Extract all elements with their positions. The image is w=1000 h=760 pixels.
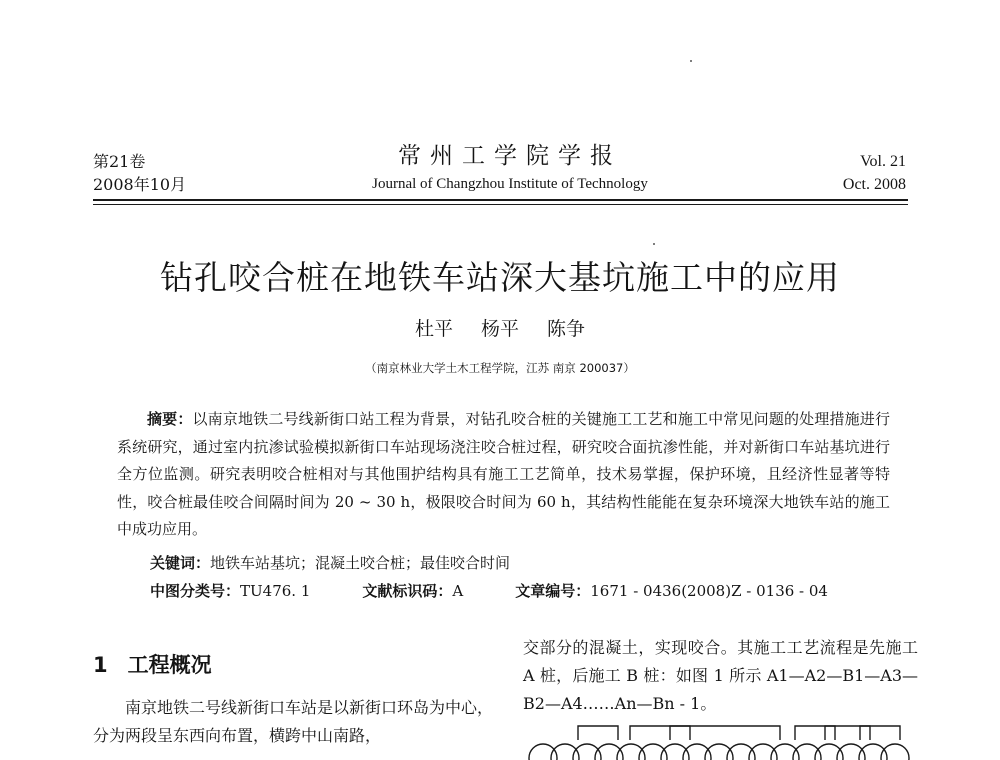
abstract-text: 以南京地铁二号线新街口站工程为背景，对钻孔咬合桩的关键施工工艺和施工中常见问题的处理措施进行系统研究，通过室内抗渗试验模拟新街口车站现场浇注咬合桩过程，研究咬合面抗渗性能，并对新街口车站基坑进行全方位监测。研究表明咬合桩相对与其他围护结构具有施工工艺简单，技术易掌握，保护环境，且经济性显著等特性，咬合桩最佳咬合间隔时间为 20 ~ 30 h，极限咬合时间为 60 h，其结构性能能在复杂环境深大地铁车站的施工中成功应用。 — [117, 410, 890, 538]
header-rule-thin — [93, 204, 908, 205]
clc-value: TU476. 1 — [240, 582, 311, 600]
right-paragraph: 交部分的混凝土，实现咬合。其施工工艺流程是先施工 A 桩，后施工 B 桩：如图 1 所示 A1—A2—B1—A3—B2—A4……An—Bn - 1。 — [523, 638, 918, 713]
author-affiliation: （南京林业大学土木工程学院，江苏 南京 200037） — [365, 361, 635, 375]
article-authors: 杜平 杨平 陈争 — [414, 318, 586, 340]
doc-code-value: A — [452, 582, 464, 600]
bracket-4 — [795, 726, 835, 740]
journal-title-en: Journal of Changzhou Institute of Technology — [372, 176, 648, 192]
section-title: 工程概况 — [127, 653, 212, 677]
abstract — [117, 406, 890, 544]
header-rule-thick — [93, 199, 908, 201]
section-heading — [93, 650, 212, 680]
keywords-text: 地铁车站基坑；混凝土咬合桩；最佳咬合时间 — [210, 554, 511, 572]
bracket-2 — [630, 726, 690, 740]
bracket-3 — [670, 726, 780, 740]
section-number: 1 — [93, 653, 108, 677]
scan-speck — [690, 60, 692, 62]
abstract-label: 摘要： — [147, 410, 193, 428]
classification-line — [150, 579, 910, 603]
keywords — [150, 551, 510, 575]
bracket-1 — [578, 726, 618, 740]
keywords-label: 关键词： — [150, 554, 211, 572]
journal-title-block — [300, 141, 720, 195]
doc-code-label: 文献标识码： — [362, 582, 453, 600]
right-column-text — [523, 634, 918, 718]
date-cn: 2008年10月 — [93, 175, 187, 194]
article-title: 钻孔咬合桩在地铁车站深大基坑施工中的应用 — [160, 258, 840, 297]
bracket-6 — [860, 726, 900, 740]
volume-en: Vol. 21 — [860, 153, 906, 170]
left-column-text — [93, 694, 493, 750]
volume-issue-en-block — [843, 150, 906, 196]
volume-issue-block — [93, 150, 186, 196]
date-en: Oct. 2008 — [842, 176, 906, 193]
article-no-label: 文章编号： — [515, 582, 591, 600]
journal-title-cn: 常州工学院学报 — [398, 143, 622, 169]
pile-layout-figure — [525, 718, 920, 760]
volume-cn: 第21卷 — [93, 152, 146, 171]
left-paragraph: 南京地铁二号线新街口车站是以新街口环岛为中心，分为两段呈东西向布置，横跨中山南路， — [93, 698, 494, 745]
clc-label: 中图分类号： — [150, 582, 241, 600]
bracket-5 — [825, 726, 870, 740]
scan-speck — [653, 243, 655, 245]
article-no-value: 1671 - 0436(2008)Z - 0136 - 04 — [590, 582, 828, 600]
